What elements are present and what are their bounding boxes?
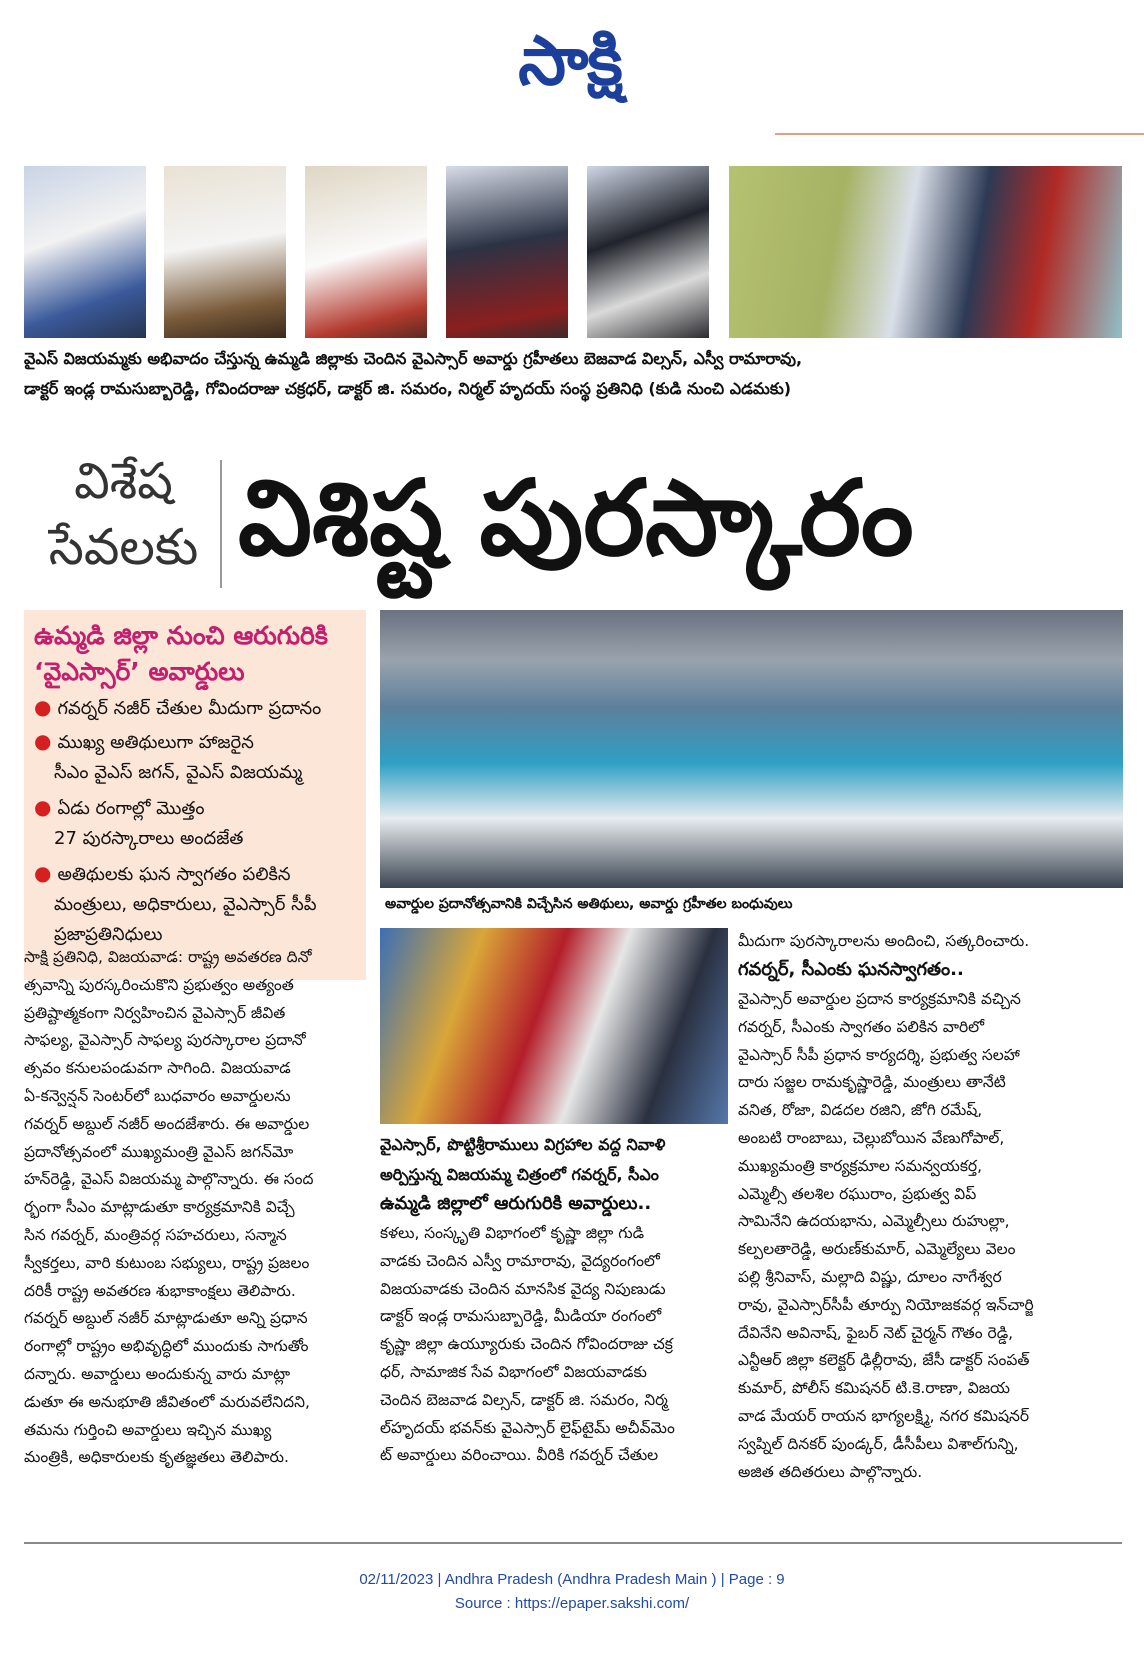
award-photo-4	[446, 166, 568, 338]
footer-dateline: 02/11/2023 | Andhra Pradesh (Andhra Pradesh Main ) | Page : 9	[359, 1571, 785, 1588]
article-line: గవర్నర్ అబ్దుల్ నజీర్ అందజేశారు. ఈ అవార్డుల	[24, 1114, 310, 1133]
article-column-3	[738, 986, 1122, 1486]
article-line: గవర్నర్, సీఎంకు స్వాగతం పలికిన వారిలో	[738, 1017, 985, 1036]
highlight-item: ● ఏడు రంగాల్లో మొత్తం 27 పురస్కారాలు అందజేత	[34, 795, 244, 849]
article-line: దన్నారు. అవార్డులు అందుకున్న వారు మాట్లా	[24, 1364, 291, 1383]
article-column-1	[24, 944, 369, 1472]
footer-divider	[24, 1542, 1122, 1544]
highlight-item: ● గవర్నర్ నజీర్ చేతుల మీదుగా ప్రదానం	[34, 695, 322, 719]
article-line: దేవినేని అవినాష్, ఫైబర్ నెట్ చైర్మన్ గౌతం రెడ్డి,	[738, 1323, 1014, 1342]
col3-subheading: గవర్నర్, సీఎంకు ఘనస్వాగతం..	[738, 959, 964, 980]
article-line: ప్రతిష్టాత్మకంగా నిర్వహించిన వైఎస్సార్ జీవిత	[24, 1003, 286, 1022]
article-line: పల్లి శ్రీనివాస్, మల్లాది విష్ణు, దూలం నాగేశ్వర	[738, 1267, 1002, 1286]
article-line: కుమార్, పోలీస్ కమిషనర్ టి.కె.రాణా, విజయ	[738, 1379, 1010, 1398]
article-line: రంగాల్లో రాష్ట్రం అభివృద్ధిలో ముందుకు సాగుతోం	[24, 1337, 309, 1356]
article-line: ముఖ్యమంత్రి కార్యక్రమాల సమన్వయకర్త,	[738, 1156, 983, 1175]
kicker	[26, 448, 221, 580]
article-line: ట్ అవార్డులు వరించాయి. వీరికి గవర్నర్ చేతుల	[380, 1446, 659, 1465]
top-divider	[775, 133, 1144, 135]
article-line: త్సవం కనులపండువగా సాగింది. విజయవాడ	[24, 1059, 291, 1078]
article-line: చెందిన బెజవాడ విల్సన్, డాక్టర్ జి. సమరం, నిర్మ	[380, 1390, 668, 1409]
article-line: కళలు, సంస్కృతి విభాగంలో కృష్ణా జిల్లా గుడి	[380, 1224, 645, 1242]
award-photo-6	[729, 166, 1122, 338]
article-column-2	[380, 1220, 725, 1470]
article-line: రావు, వైఎస్సార్‌సీపీ తూర్పు నియోజకవర్గ ఇన్‌చార్జి	[738, 1295, 1034, 1314]
article-line: వైఎస్సార్ సీపీ ప్రధాన కార్యదర్శి, ప్రభుత్వ సలహా	[738, 1045, 1020, 1064]
article-line: హన్‌రెడ్డి, వైఎస్ విజయమ్మ పాల్గొన్నారు. ఈ సంద	[24, 1170, 314, 1189]
article-line: వైఎస్సార్ అవార్డుల ప్రదాన కార్యక్రమానికి వచ్చిన	[738, 990, 1021, 1008]
article-line: సిన గవర్నర్, మంత్రివర్గ సహచరులు, సన్మాన	[24, 1225, 287, 1244]
article-line: సాఫల్య, వైఎస్సార్ సాఫల్య పురస్కారాల ప్రదానో	[24, 1031, 306, 1050]
article-line: తమను గుర్తించి అవార్డులు ఇచ్చిన ముఖ్య	[24, 1420, 272, 1439]
bullet-dot-icon: ●	[34, 729, 52, 753]
article-line: దరికీ రాష్ట్ర అవతరణ శుభాకాంక్షలు తెలిపారు.	[24, 1281, 296, 1300]
article-line: వాడ మేయర్ రాయన భాగ్యలక్ష్మి, నగర కమిషనర్	[738, 1406, 1030, 1425]
statue-photo	[380, 928, 728, 1124]
top-photo-caption	[24, 344, 1134, 404]
bullet-dot-icon: ●	[34, 861, 52, 885]
award-photo-2	[164, 166, 286, 338]
hall-photo	[380, 610, 1123, 888]
article-line: స్వప్నిల్ దినకర్ పుండ్కర్, డీసీపీలు విశాల్‌గున్ని,	[738, 1434, 1019, 1453]
article-line: డుతూ ఈ అనుభూతి జీవితంలో మరువలేనిదని,	[24, 1392, 310, 1411]
article-line: దారు సజ్జల రామకృష్ణారెడ్డి, మంత్రులు తానేటి	[738, 1073, 1006, 1092]
headline: విశిష్ట పురస్కారం	[238, 457, 914, 579]
article-line: సామినేని ఉదయభాను, ఎమ్మెల్సీలు రుహుల్లా,	[738, 1212, 1010, 1231]
article-line: సాక్షి ప్రతినిధి, విజయవాడ: రాష్ట్ర అవతరణ దినో	[24, 948, 312, 966]
highlight-item: ● ముఖ్య అతిథులుగా హాజరైన సీఎం వైఎస్ జగన్, వైఎస్ విజయమ్మ	[34, 729, 303, 783]
article-line: ర్భంగా సీఎం మాట్లాడుతూ కార్యక్రమానికి విచ్చే	[24, 1198, 295, 1217]
statue-photo-caption: వైఎస్సార్, పొట్టిశ్రీరాములు విగ్రహాల వద్ద నివాళి అర్పిస్తున్న విజయమ్మ చిత్రంలో గవర్నర్, సీఎం	[380, 1135, 666, 1184]
kicker-line-2: సేవలకు	[48, 518, 199, 576]
article-line: మంత్రికి, అధికారులకు కృతజ్ఞతలు తెలిపారు.	[24, 1448, 289, 1467]
article-line: ఎమ్మెల్సీ తలశిల రఘురాం, ప్రభుత్వ విప్	[738, 1184, 977, 1203]
award-photo-1	[24, 166, 146, 338]
award-photo-3	[305, 166, 427, 338]
article-line: అంబటి రాంబాబు, చెల్లుబోయిన వేణుగోపాల్,	[738, 1128, 1005, 1147]
kicker-line-1: విశేష	[74, 452, 173, 510]
article-line: కృష్ణా జిల్లా ఉయ్యూరుకు చెందిన గోవిందరాజు చక్ర	[380, 1335, 673, 1354]
top-caption-line-1: వైఎస్ విజయమ్మకు అభివాదం చేస్తున్న ఉమ్మడి జిల్లాకు చెందిన వైఎస్సార్ అవార్డు గ్రహీతలు బెజవాడ విల్సన్, ఎస్వీ రామారావు,	[24, 349, 803, 368]
footer-source-link[interactable]: Source : https://epaper.sakshi.com/	[454, 1595, 690, 1612]
article-line: ప్రదానోత్సవంలో ముఖ్యమంత్రి వైఎస్ జగన్‌మో	[24, 1142, 294, 1161]
article-line: డాక్టర్ ఇండ్ల రామసుబ్బారెడ్డి, మీడియా రంగంలో	[380, 1307, 662, 1326]
bullet-dot-icon: ●	[34, 695, 52, 719]
award-photo-5	[587, 166, 709, 338]
highlights-title	[34, 618, 364, 690]
article-line: ధర్, సామాజిక సేవ విభాగంలో విజయవాడకు	[380, 1362, 647, 1381]
col2-subheading: ఉమ్మడి జిల్లాలో ఆరుగురికి అవార్డులు..	[380, 1193, 652, 1214]
article-line: వాడకు చెందిన ఎస్వీ రామారావు, వైద్యరంగంలో	[380, 1251, 660, 1270]
article-line: విజయవాడకు చెందిన మానసిక వైద్య నిపుణుడు	[380, 1279, 666, 1298]
masthead-logo: సాక్షి	[518, 22, 622, 101]
kicker-divider	[220, 460, 222, 588]
footer	[0, 1568, 1144, 1616]
hall-photo-caption: అవార్డుల ప్రదానోత్సవానికి విచ్చేసిన అతిథులు, అవార్డు గ్రహీతల బంధువులు	[385, 896, 793, 912]
highlight-item: ● అతిథులకు ఘన స్వాగతం పలికిన మంత్రులు, అధికారులు, వైఎస్సార్ సీపీ ప్రజాప్రతినిధులు	[34, 861, 317, 945]
article-line: అజిత తదితరులు పాల్గొన్నారు.	[738, 1462, 923, 1481]
article-line: ఏ-కన్వెన్షన్ సెంటర్‌లో బుధవారం అవార్డులను	[24, 1086, 291, 1105]
article-line: త్సవాన్ని పురస్కరించుకొని ప్రభుత్వం అత్యంత	[24, 975, 294, 994]
highlights-title-line-2: ‘వైఎస్సార్’ అవార్డులు	[34, 657, 245, 686]
highlights-title-line-1: ఉమ్మడి జిల్లా నుంచి ఆరుగురికి	[34, 621, 328, 650]
article-line: కల్పలతారెడ్డి, అరుణ్‌కుమార్, ఎమ్మెల్యేలు వెలం	[738, 1240, 1016, 1259]
col3-intro-line: మీదుగా పురస్కారాలను అందించి, సత్కరించారు.	[738, 932, 1030, 950]
article-line: ఎన్టీఆర్ జిల్లా కలెక్టర్ ఢిల్లీరావు, జేసీ డాక్టర్ సంపత్	[738, 1351, 1030, 1370]
top-caption-line-2: డాక్టర్ ఇండ్ల రామసుబ్బారెడ్డి, గోవిందరాజు చక్రధర్, డాక్టర్ జి. సమరం, నిర్మల్ హృదయ్ సంస్థ ప్రతినిధి (కుడి నుంచి ఎడమకు)	[24, 379, 792, 398]
article-line: ల్‌హృదయ్ భవన్‌కు వైఎస్సార్ లైఫ్‌టైమ్ అచీవ్‌మెం	[380, 1418, 675, 1437]
article-line: గవర్నర్ అబ్దుల్ నజీర్ మాట్లాడుతూ అన్ని ప్రధాన	[24, 1309, 308, 1328]
article-line: స్వీకర్తలు, వారి కుటుంబ సభ్యులు, రాష్ట్ర ప్రజలం	[24, 1253, 310, 1272]
bullet-dot-icon: ●	[34, 795, 52, 819]
article-line: వనిత, రోజా, విడదల రజిని, జోగి రమేష్,	[738, 1101, 983, 1120]
